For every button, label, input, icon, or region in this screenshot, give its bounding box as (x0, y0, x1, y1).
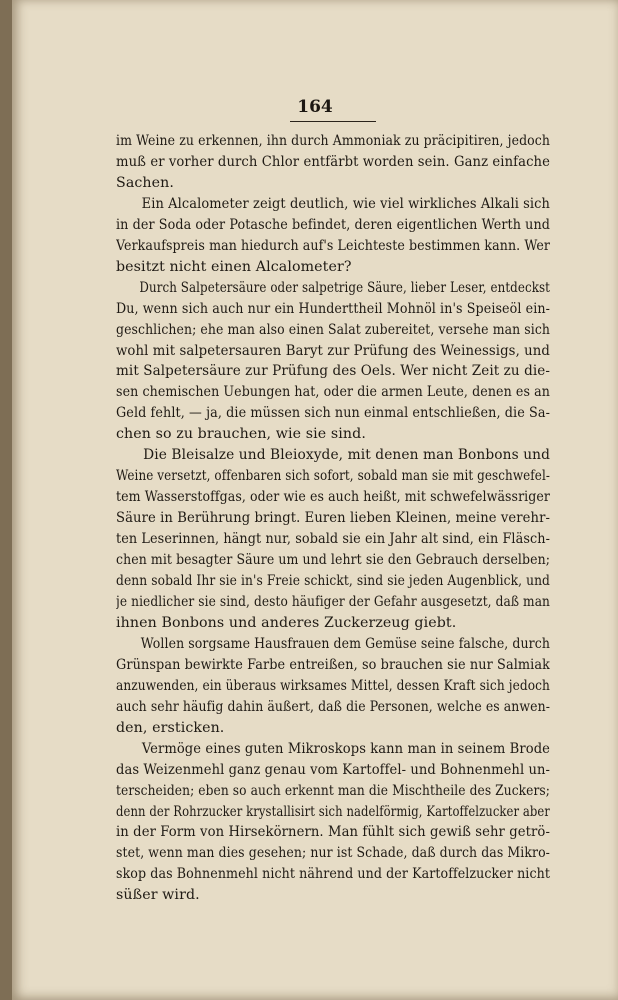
paragraph (116, 278, 550, 446)
text-line: ten Leserinnen, hängt nur, sobald sie ein Jahr alt sind, ein Fläsch- (116, 531, 550, 548)
text-line: den, ersticken. (116, 719, 225, 736)
text-line: stet, wenn man dies gesehen; nur ist Schade, daß durch das Mikro- (116, 845, 550, 862)
paragraph (116, 131, 550, 194)
text-line: in der Soda oder Potasche befindet, deren eigentlichen Werth und (116, 216, 550, 233)
book-page (12, 0, 618, 1000)
text-line: sen chemischen Uebungen hat, oder die armen Leute, denen es an (116, 384, 550, 401)
text-line: skop das Bohnenmehl nicht nährend und der Kartoffelzucker nicht (116, 866, 550, 883)
text-line: mit Salpetersäure zur Prüfung des Oels. Wer nicht Zeit zu die- (116, 363, 550, 380)
text-line: Die Bleisalze und Bleioxyde, mit denen man Bonbons und (143, 447, 550, 464)
text-line: chen mit besagter Säure um und lehrt sie den Gebrauch derselben; (116, 552, 550, 569)
paragraph (116, 194, 550, 278)
text-line: chen so zu brauchen, wie sie sind. (116, 426, 366, 443)
text-line: muß er vorher durch Chlor entfärbt worden sein. Ganz einfache (116, 153, 550, 170)
text-line: je niedlicher sie sind, desto häufiger der Gefahr ausgesetzt, daß man (116, 593, 550, 610)
text-line: geschlichen; ehe man also einen Salat zubereitet, versehe man sich (116, 321, 550, 338)
text-line: terscheiden; eben so auch erkennt man die Mischtheile des Zuckers; (116, 782, 550, 799)
text-line: denn sobald Ihr sie in's Freie schickt, sind sie jeden Augenblick, und (116, 573, 550, 590)
text-line: Grünspan bewirkte Farbe entreißen, so brauchen sie nur Salmiak (116, 656, 550, 673)
text-line: Ein Alcalometer zeigt deutlich, wie viel wirkliches Alkali sich (141, 195, 550, 212)
page-number: 164 (297, 97, 333, 117)
text-line: Durch Salpetersäure oder salpetrige Säure, lieber Leser, entdeckst (139, 279, 550, 296)
text-line: tem Wasserstoffgas, oder wie es auch heißt, mit schwefelwässriger (116, 489, 550, 506)
paragraph (116, 739, 550, 907)
text-line: Du, wenn sich auch nur ein Hunderttheil Mohnöl in's Speiseöl ein- (116, 300, 550, 317)
text-line: Verkaufspreis man hiedurch auf's Leichteste bestimmen kann. Wer (116, 237, 550, 254)
text-line: Geld fehlt, — ja, die müssen sich nun einmal entschließen, die Sa- (116, 405, 550, 422)
text-line: ihnen Bonbons und anderes Zuckerzeug giebt. (116, 614, 457, 631)
text-line: Wollen sorgsame Hausfrauen dem Gemüse seine falsche, durch (140, 635, 550, 652)
paragraph (116, 634, 550, 739)
text-line: im Weine zu erkennen, ihn durch Ammoniak zu präcipitiren, jedoch (116, 133, 550, 149)
text-line: Säure in Berührung bringt. Euren lieben Kleinen, meine verehr- (116, 510, 550, 527)
text-line: süßer wird. (116, 887, 200, 904)
text-line: Vermöge eines guten Mikroskops kann man in seinem Brode (141, 740, 550, 757)
text-line: das Weizenmehl ganz genau vom Kartoffel- und Bohnenmehl un- (116, 761, 550, 778)
text-line: Weine versetzt, offenbaren sich sofort, sobald man sie mit geschwefel- (116, 468, 550, 485)
text-line: anzuwenden, ein überaus wirksames Mittel, dessen Kraft sich jedoch (116, 677, 550, 694)
text-line: denn der Rohrzucker krystallisirt sich nadelförmig, Kartoffelzucker aber (116, 803, 550, 820)
text-line: besitzt nicht einen Alcalometer? (116, 258, 352, 275)
paragraph (116, 445, 550, 634)
text-line: auch sehr häufig dahin äußert, daß die Personen, welche es anwen- (116, 698, 550, 715)
header-rule (290, 121, 376, 122)
text-line: in der Form von Hirsekörnern. Man fühlt sich gewiß sehr getrö- (116, 824, 550, 841)
text-line: Sachen. (116, 174, 175, 191)
body-text (116, 131, 550, 906)
text-line: wohl mit salpetersauren Baryt zur Prüfung des Weinessigs, und (116, 342, 550, 359)
